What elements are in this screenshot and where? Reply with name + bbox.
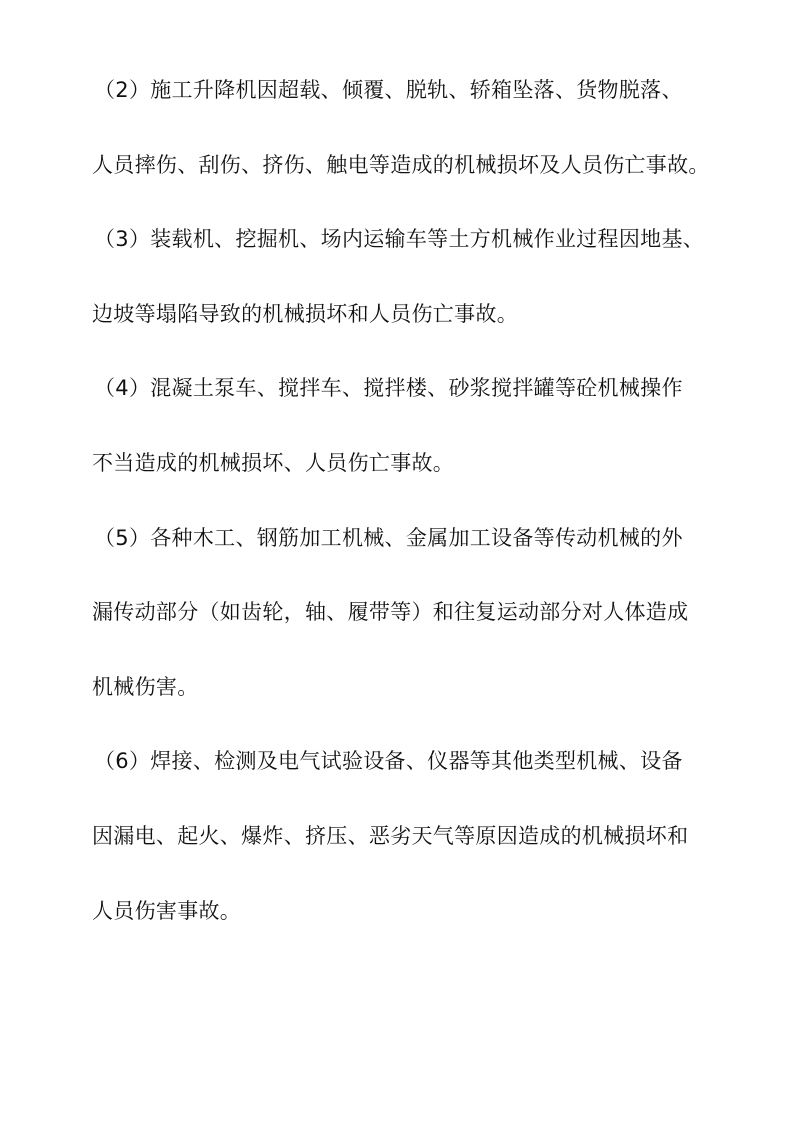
text-line: 人员摔伤、刮伤、挤伤、触电等造成的机械损坏及人员伤亡事故。 bbox=[92, 152, 710, 177]
document-page bbox=[92, 71, 710, 966]
text-line: （6）焊接、检测及电气试验设备、仪器等其他类型机械、设备 bbox=[94, 749, 683, 774]
text-line: 机械伤害。 bbox=[92, 674, 199, 699]
text-line: （3）装载机、挖掘机、场内运输车等土方机械作业过程因地基、 bbox=[94, 227, 705, 252]
text-line: （2）施工升降机因超载、倾覆、脱轨、轿箱坠落、货物脱落、 bbox=[94, 78, 683, 102]
text-line: （4）混凝土泵车、搅拌车、搅拌楼、砂浆搅拌罐等砼机械操作 bbox=[94, 376, 683, 401]
text-line: 漏传动部分（如齿轮，轴、履带等）和往复运动部分对人体造成 bbox=[92, 600, 689, 625]
paragraph-item-5 bbox=[92, 519, 704, 743]
text-line: 因漏电、起火、爆炸、挤压、恶劣天气等原因造成的机械损坏和 bbox=[92, 823, 689, 848]
paragraph-item-4 bbox=[92, 369, 704, 518]
text-line: （5）各种木工、钢筋加工机械、金属加工设备等传动机械的外 bbox=[94, 525, 683, 550]
text-line: 边坡等塌陷导致的机械损坏和人员伤亡事故。 bbox=[92, 301, 518, 326]
text-line: 人员伤害事故。 bbox=[92, 898, 242, 923]
paragraph-item-6 bbox=[92, 742, 704, 966]
text-line: 不当造成的机械损坏、人员伤亡事故。 bbox=[92, 450, 455, 475]
paragraph-item-3 bbox=[92, 220, 704, 369]
paragraph-item-2 bbox=[92, 71, 710, 220]
